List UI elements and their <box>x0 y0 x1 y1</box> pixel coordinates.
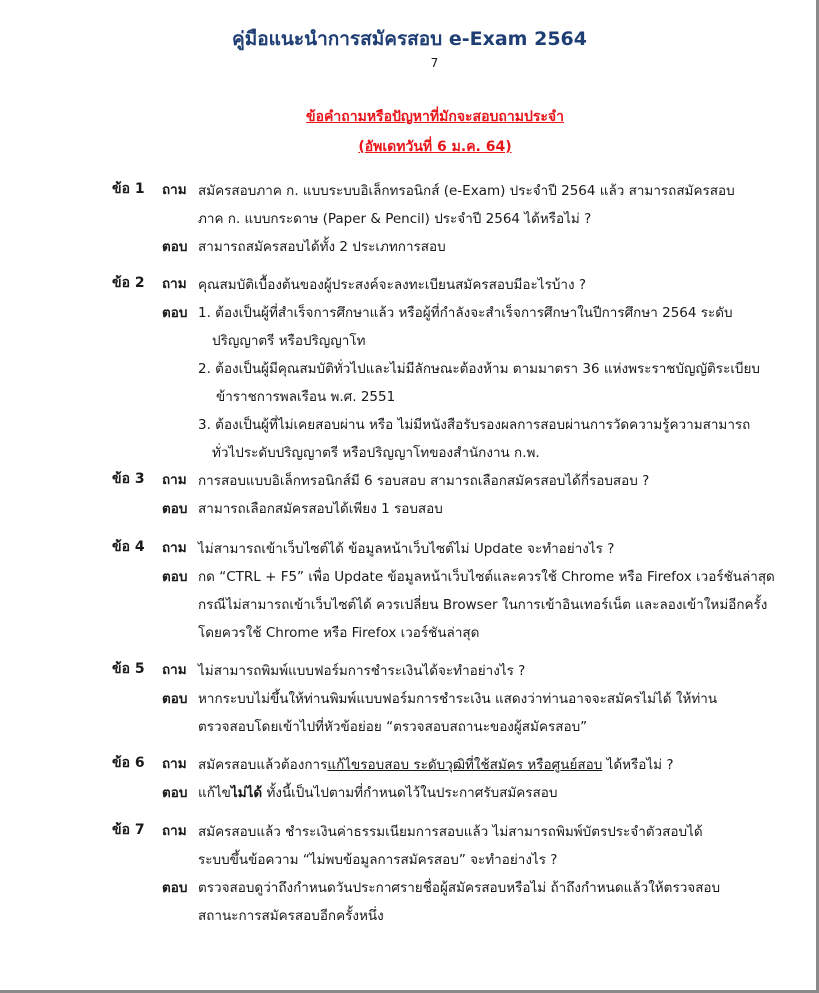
question-number: ข้อ 7 <box>112 822 145 838</box>
answer-label: ตอบ <box>162 785 188 801</box>
question-text: ไม่สามารถเข้าเว็บไซต์ได้ ข้อมูลหน้าเว็บไซต์ไม่ Update จะทำอย่างไร ? <box>198 541 615 557</box>
answer-text: 2. ต้องเป็นผู้มีคุณสมบัติทั่วไปและไม่มีลักษณะต้องห้าม ตามมาตรา 36 แห่งพระราชบัญญัติระเบียบ <box>198 361 760 377</box>
answer-label: ตอบ <box>162 569 188 585</box>
question-text-suffix: ได้หรือไม่ ? <box>602 757 674 773</box>
answer-text: กด “CTRL + F5” เพื่อ Update ข้อมูลหน้าเว็บไซต์และควรใช้ Chrome หรือ Firefox เวอร์ชันล่าสุด <box>198 569 775 585</box>
answer-text: 3. ต้องเป็นผู้ที่ไม่เคยสอบผ่าน หรือ ไม่มีหนังสือรับรองผลการสอบผ่านการวัดความรู้ความสามารถ <box>198 417 751 433</box>
question-label: ถาม <box>162 756 187 772</box>
question-label: ถาม <box>162 182 187 198</box>
question-text <box>198 753 674 775</box>
question-number: ข้อ 3 <box>112 471 145 487</box>
answer-text-suffix: ทั้งนี้เป็นไปตามที่กำหนดไว้ในประกาศรับสมัครสอบ <box>262 785 558 801</box>
question-label: ถาม <box>162 276 187 292</box>
question-number: ข้อ 4 <box>112 539 145 555</box>
answer-text-prefix: แก้ไข <box>198 785 231 801</box>
answer-text: กรณีไม่สามารถเข้าเว็บไซต์ได้ ควรเปลี่ยน Browser ในการเข้าอินเทอร์เน็ต และลองเข้าใหม่อีกครั้ง <box>198 597 768 613</box>
answer-label: ตอบ <box>162 691 188 707</box>
question-label: ถาม <box>162 662 187 678</box>
answer-label: ตอบ <box>162 501 188 517</box>
question-number: ข้อ 1 <box>112 181 145 197</box>
answer-text: สามารถเลือกสมัครสอบได้เพียง 1 รอบสอบ <box>198 501 443 517</box>
answer-label: ตอบ <box>162 305 188 321</box>
answer-text: ปริญญาตรี หรือปริญญาโท <box>212 333 366 349</box>
question-label: ถาม <box>162 540 187 556</box>
answer-text: สถานะการสมัครสอบอีกครั้งหนึ่ง <box>198 908 384 924</box>
question-text: ไม่สามารถพิมพ์แบบฟอร์มการชำระเงินได้จะทำอย่างไร ? <box>198 663 526 679</box>
answer-text: สามารถสมัครสอบได้ทั้ง 2 ประเภทการสอบ <box>198 239 446 255</box>
question-text: ภาค ก. แบบกระดาษ (Paper & Pencil) ประจำปี 2564 ได้หรือไม่ ? <box>198 211 592 227</box>
answer-text: โดยควรใช้ Chrome หรือ Firefox เวอร์ชันล่าสุด <box>198 625 480 641</box>
answer-text: ข้าราชการพลเรือน พ.ศ. 2551 <box>216 389 396 405</box>
answer-label: ตอบ <box>162 239 188 255</box>
question-text: การสอบแบบอิเล็กทรอนิกส์มี 6 รอบสอบ สามารถเลือกสมัครสอบได้กี่รอบสอบ ? <box>198 473 650 489</box>
answer-text: ทั่วไประดับปริญญาตรี หรือปริญญาโทของสำนักงาน ก.พ. <box>212 445 540 461</box>
document-title: คู่มือแนะนำการสมัครสอบ e-Exam 2564 <box>232 28 587 50</box>
answer-label: ตอบ <box>162 880 188 896</box>
question-text: สมัครสอบแล้ว ชำระเงินค่าธรรมเนียมการสอบแล้ว ไม่สามารถพิมพ์บัตรประจำตัวสอบได้ <box>198 824 703 840</box>
question-number: ข้อ 5 <box>112 661 145 677</box>
question-label: ถาม <box>162 823 187 839</box>
answer-text: หากระบบไม่ขึ้นให้ท่านพิมพ์แบบฟอร์มการชำระเงิน แสดงว่าท่านอาจจะสมัครไม่ได้ ให้ท่าน <box>198 691 718 707</box>
faq-heading: ข้อคำถามหรือปัญหาที่มักจะสอบถามประจำ <box>306 109 564 125</box>
answer-text <box>198 781 557 803</box>
question-text: คุณสมบัติเบื้องต้นของผู้ประสงค์จะลงทะเบียนสมัครสอบมีอะไรบ้าง ? <box>198 277 587 293</box>
question-text-underlined: แก้ไขรอบสอบ ระดับวุฒิที่ใช้สมัคร หรือศูนย์สอบ <box>327 757 603 773</box>
answer-text: ตรวจสอบโดยเข้าไปที่หัวข้อย่อย “ตรวจสอบสถานะของผู้สมัครสอบ” <box>198 719 588 735</box>
answer-text: ตรวจสอบดูว่าถึงกำหนดวันประกาศรายชื่อผู้สมัครสอบหรือไม่ ถ้าถึงกำหนดแล้วให้ตรวจสอบ <box>198 880 721 896</box>
question-text: สมัครสอบภาค ก. แบบระบบอิเล็กทรอนิกส์ (e-Exam) ประจำปี 2564 แล้ว สามารถสมัครสอบ <box>198 183 735 199</box>
update-date: (อัพเดทวันที่ 6 ม.ค. 64) <box>358 139 512 155</box>
answer-text: 1. ต้องเป็นผู้ที่สำเร็จการศึกษาแล้ว หรือผู้ที่กำลังจะสำเร็จการศึกษาในปีการศึกษา 2564 ระดับ <box>198 305 733 321</box>
question-number: ข้อ 2 <box>112 275 145 291</box>
question-text: ระบบขึ้นข้อความ “ไม่พบข้อมูลการสมัครสอบ” จะทำอย่างไร ? <box>198 852 558 868</box>
question-label: ถาม <box>162 472 187 488</box>
question-text-prefix: สมัครสอบแล้วต้องการ <box>198 757 328 773</box>
answer-text-bold: ไม่ได้ <box>230 785 263 801</box>
page-number: 7 <box>430 56 439 70</box>
question-number: ข้อ 6 <box>112 755 145 771</box>
